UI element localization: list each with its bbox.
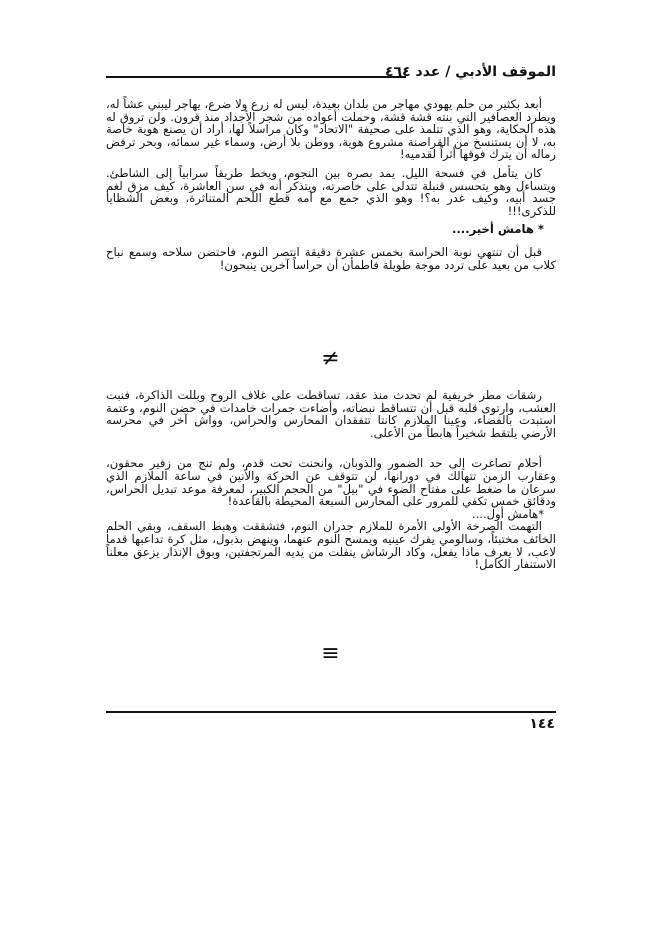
page-header xyxy=(106,64,556,86)
paragraph: كان يتأمل في فسحة الليل. يمد بصره بين النجوم، ويخط طريقاً سرابياً إلى الشاطئ. ويتساءل وهو يتحسس قنبلة تتدلى على خاصرته، ويتذكر أنه في سن العاشرة، كيف مزق لغم جسد أبيه، وكيف غدر به؟! وهو الذي جمع مع أمه قطع اللحم المتناثرة، وبعض الشظايا للذكرى!!! xyxy=(106,165,556,218)
paragraph: أبعد بكثير من حلم يهودي مهاجر من بلدان بعيدة، ليس له زرع ولا ضرع، يهاجر ليبني عشاً له، ويطرد العصافير التي بنته قشة قشة، وحملت أعواده من شجر الأجداد منذ قرون. ولن تروق له هذه الحكاية، وهو الذي تتلمذ على صحيفة "الاتحاد" وكان مراسلاً لها، أراد أن يصنع هوية خاصة به، لا أن يستنسخ من القراصنة مشروع هوية، ووطن بلا أرض، وسماء غير سمائه، وبحر ترفض رماله أن يترك فوقها أثراً لقدميه! xyxy=(106,97,556,162)
paragraph: رشقات مطر خريفية لم تحدث منذ عقد، تساقطت على غلاف الروح وبللت الذاكرة، فنبت العشب، وارتوى قلبه قبل أن تتساقط نبضاته، وأضاءت جمرات خامدات في حضن النوم، وعتمة استبدت بالفضاء، وعينا الملازم كانتا تتفقدان المحارس والحراس، وواش آخر في محرسه الأرضي يلتقط شخيراً هابطاً من الأعلى. xyxy=(106,388,556,440)
header-rule xyxy=(106,76,406,78)
not-equal-separator: ≠ xyxy=(321,346,340,371)
journal-title: الموقف الأدبي / عدد ٤٦٤ xyxy=(385,64,556,80)
paragraph: قبل أن تنتهي نوبة الحراسة بخمس عشرة دقيقة انتصر النوم، فاحتضن سلاحه وسمع نباح كلاب من بعيد على تردد موجة طويلة فاطمأن أن حراساً آخرين ينبحون! xyxy=(106,244,556,272)
paragraph: أحلام تصاغرت إلى حد الضمور والذوبان، وانحنت تحت قدم، ولم تنج من زفير محقون، وعقارب الزمن تتهالك في دورانها، لن تتوقف عن الحركة والأنين في ساعة الملازم الذي سرعان ما ضغط على مفتاح الضوء في "بيل" من الحجم الكبير، لمعرفة موعد تبديل الحراس، ودقائق خمس تكفي للمرور على المحارس السبعة المحيطة بالقاعدة! xyxy=(106,456,556,509)
paragraph: التهمت الصرخة الأولى الأمرة للملازم جدران النوم، فتشققت وهبط السقف، وبقي الحلم الخائف مختبئاً، وسالومي يفرك عينيه ويمسح النوم عنهما، وينهض بذبول، مثل كرة تداعبها قدما لاعب، لا يعرف ماذا يفعل، وكاد الرشاش ينفلت من يديه المرتجفتين، وبوق الإنذار يزعق معلناً الاستنفار الكامل! xyxy=(106,519,556,572)
note-title: * هامش أخير.... xyxy=(452,222,544,237)
section-two xyxy=(106,389,556,577)
note-title: *هامش أول.... xyxy=(471,506,544,521)
footer-rule xyxy=(106,711,556,713)
page-number: ١٤٤ xyxy=(529,716,555,732)
section-one xyxy=(106,98,556,277)
identical-separator: ≡ xyxy=(321,641,340,666)
